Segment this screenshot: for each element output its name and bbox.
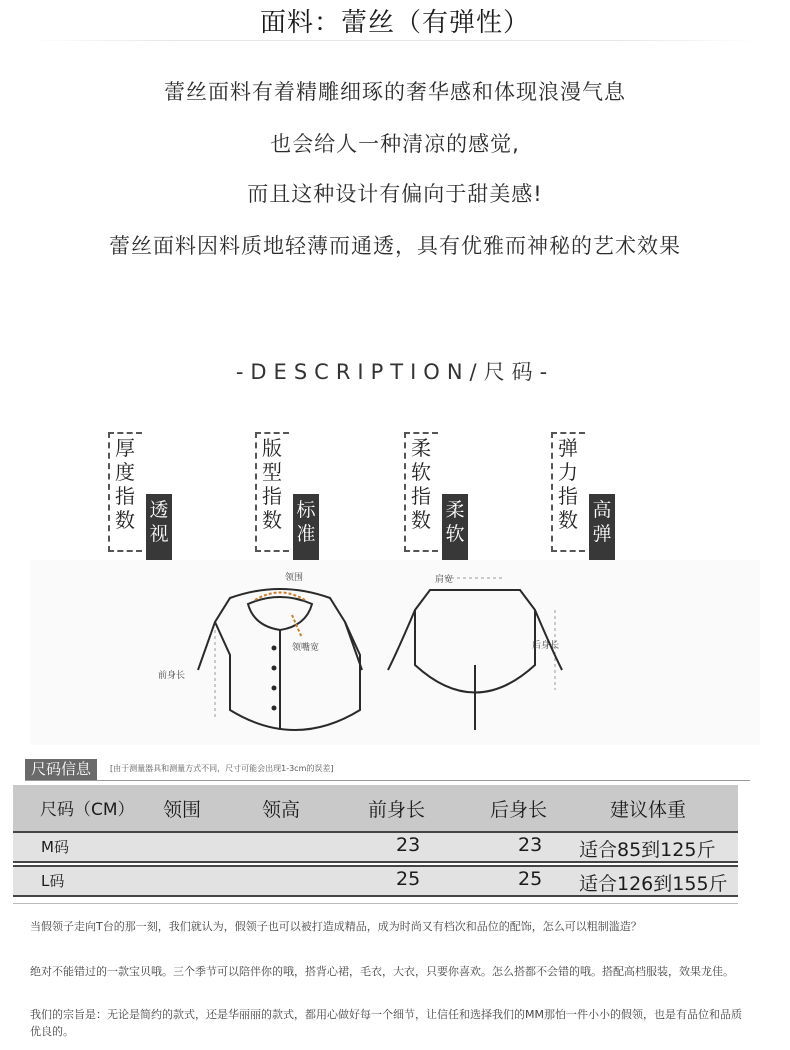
index-label: 版型指数 — [262, 436, 282, 532]
footer-divider — [13, 903, 738, 904]
index-label: 弹力指数 — [558, 436, 578, 532]
header-weight: 建议体重 — [610, 799, 687, 821]
cell-front: 23 — [396, 834, 421, 856]
index-label: 厚度指数 — [115, 436, 135, 532]
cell-back: 23 — [518, 834, 543, 856]
footer-paragraph-3: 我们的宗旨是：无论是简约的款式，还是华丽丽的款式，都用心做好每一个细节，让信任和选择我们的MM那怕一件小小的假领，也是有品位和品质优良的。 — [30, 1008, 742, 1038]
header-front-length: 前身长 — [368, 799, 426, 821]
index-fit — [255, 432, 325, 572]
header-back-length: 后身长 — [490, 799, 548, 821]
header-size: 尺码（CM） — [40, 800, 135, 820]
page-title: 面料：蕾丝（有弹性） — [259, 8, 530, 38]
title-divider — [30, 40, 760, 41]
label-front-length: 前身长 — [158, 671, 186, 681]
index-label: 柔软指数 — [411, 436, 431, 532]
cell-size: L码 — [41, 872, 65, 890]
index-value: 透视 — [146, 494, 172, 572]
footer-paragraph-1: 当假领子走向T台的那一刻，我们就认为，假领子也可以被打造成精品，成为时尚又有档次和品位的配饰，怎么可以粗制滥造？ — [30, 920, 642, 933]
table-row — [13, 865, 738, 897]
size-info-tag: 尺码信息 — [25, 759, 97, 780]
header-collar: 领围 — [163, 799, 202, 821]
cell-front: 25 — [396, 868, 421, 890]
header-collar-height: 领高 — [262, 799, 301, 821]
table-row — [13, 831, 738, 863]
collar-sketch-svg — [30, 560, 760, 745]
index-value: 高弹 — [589, 494, 615, 572]
cell-weight: 适合126到155斤 — [579, 873, 728, 895]
label-collar-height: 领嘴宽 — [292, 643, 320, 653]
label-shoulder: 肩宽 — [435, 575, 454, 585]
cell-size: M码 — [41, 838, 69, 856]
intro-line-4: 蕾丝面料因料质地轻薄而通透，具有优雅而神秘的艺术效果 — [109, 234, 681, 258]
cell-back: 25 — [518, 868, 543, 890]
index-value: 标准 — [293, 494, 319, 572]
index-thickness — [108, 432, 178, 572]
intro-line-3: 而且这种设计有偏向于甜美感! — [247, 182, 543, 206]
label-back-length: 后身长 — [532, 641, 560, 651]
intro-line-2: 也会给人一种清凉的感觉, — [270, 132, 520, 156]
label-collar: 领围 — [285, 573, 304, 583]
index-value: 柔软 — [442, 494, 468, 572]
description-heading: -DESCRIPTION/尺码- — [235, 360, 555, 384]
cell-weight: 适合85到125斤 — [579, 839, 716, 861]
index-elasticity — [551, 432, 621, 572]
index-softness — [404, 432, 474, 572]
size-info-note: [由于测量器具和测量方式不同，尺寸可能会出现1-3cm的误差] — [110, 764, 334, 773]
collar-diagram — [30, 560, 760, 745]
intro-line-1: 蕾丝面料有着精雕细琢的奢华感和体现浪漫气息 — [164, 80, 626, 104]
footer-paragraph-2: 绝对不能错过的一款宝贝哦。三个季节可以陪伴你的哦，搭背心裙，毛衣，大衣，只要你喜欢。怎么搭都不会错的哦。搭配高档服装，效果龙佳。 — [30, 965, 734, 978]
